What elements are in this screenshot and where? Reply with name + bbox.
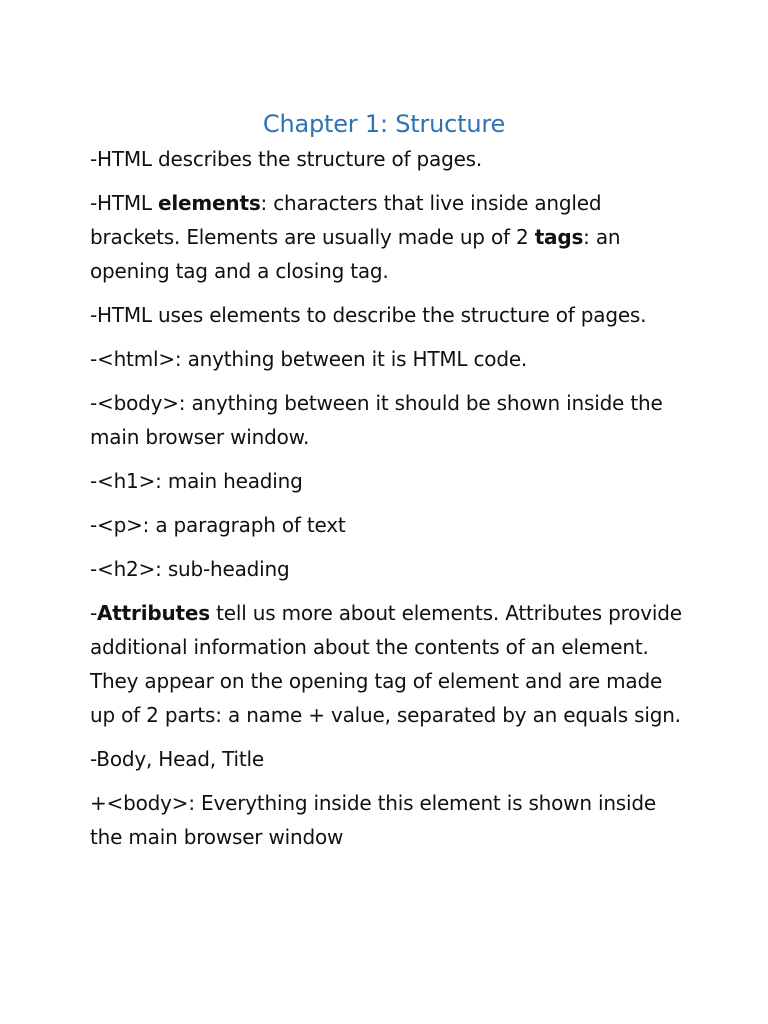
paragraph-body-element: +<body>: Everything inside this element is shown inside the main browser window (90, 791, 656, 849)
text-segment: tell us more about elements. Attributes provide additional information about the contents of an element. They appear on the opening tag of element and are made up of 2 parts: a name + value, separated by an equals sign. (90, 601, 682, 727)
paragraph-p-tag: -<p>: a paragraph of text (90, 513, 346, 537)
text-segment: - (90, 601, 98, 625)
bold-term-elements: elements (158, 191, 261, 215)
paragraph-html-elements (90, 186, 690, 288)
bold-term-tags: tags (534, 225, 584, 249)
bold-term-attributes: Attributes (97, 601, 210, 625)
paragraph-h1-tag: -<h1>: main heading (90, 469, 303, 493)
paragraph-html-describes: -HTML describes the structure of pages. (90, 147, 483, 171)
paragraph-body-head-title: -Body, Head, Title (90, 747, 264, 771)
paragraph-html-tag: -<html>: anything between it is HTML code. (90, 347, 528, 371)
document-body (90, 108, 690, 864)
paragraph-html-uses-elements: -HTML uses elements to describe the structure of pages. (90, 303, 647, 327)
text-segment: : characters that live inside angled brackets. Elements are usually made up of 2 (90, 191, 602, 249)
paragraph-h2-tag: -<h2>: sub-heading (90, 557, 290, 581)
paragraph-attributes (90, 596, 690, 732)
text-segment: -HTML (90, 191, 159, 215)
chapter-title: Chapter 1: Structure (262, 110, 506, 138)
text-segment: : an opening tag and a closing tag. (90, 225, 621, 283)
paragraph-body-tag: -<body>: anything between it should be shown inside the main browser window. (90, 391, 663, 449)
